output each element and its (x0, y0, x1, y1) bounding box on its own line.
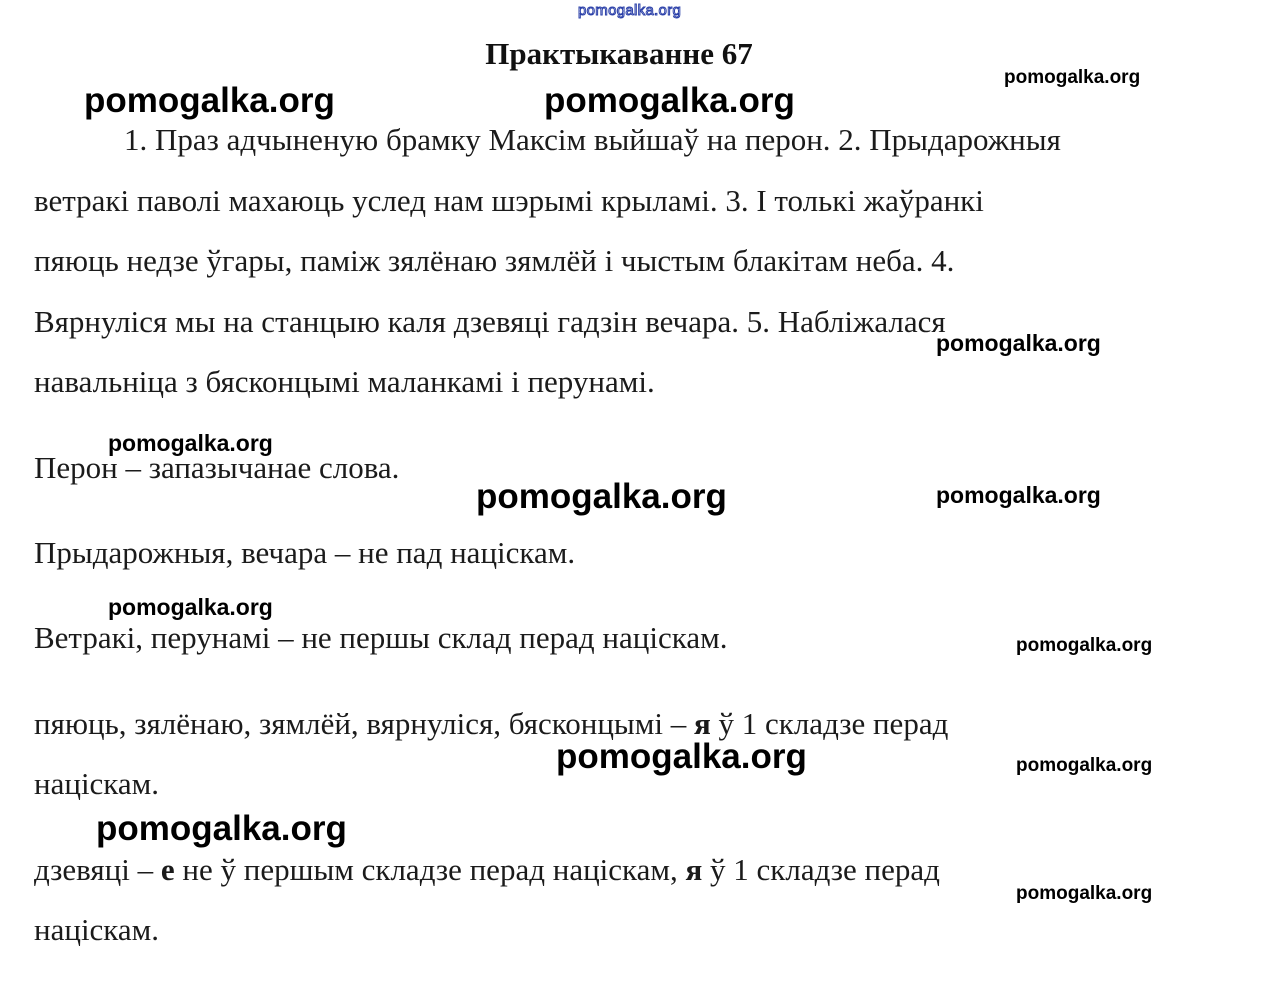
watermark: pomogalka.org (936, 330, 1101, 356)
watermark: pomogalka.org (544, 81, 795, 120)
watermark: pomogalka.org (936, 482, 1101, 508)
watermark: pomogalka.org (1004, 67, 1141, 88)
answer-text: пяюць, зялёнаю, зямлёй, вярнуліся, бясконцымі – (34, 706, 694, 741)
text-line: ветракі паволі махаюць услед нам шэрымі крыламі. 3. І толькі жаўранкі (34, 183, 984, 218)
text-line: Вярнуліся мы на станцыю каля дзевяці гадзін вечара. 5. Набліжалася (34, 304, 946, 339)
answer-line: націскам. (34, 766, 160, 801)
top-watermark: pomogalka.org (578, 2, 682, 19)
watermark: pomogalka.org (476, 477, 727, 516)
answer-bold-letter: я (685, 852, 703, 887)
answer-line (34, 706, 948, 742)
page-title: Практыкаванне 67 (485, 36, 753, 71)
watermark: pomogalka.org (1016, 635, 1153, 656)
watermark: pomogalka.org (96, 809, 347, 848)
answer-line (34, 852, 940, 888)
text-line: навальніца з бясконцымі маланкамі і перунамі. (34, 364, 655, 399)
watermark: pomogalka.org (84, 81, 335, 120)
answer-text: ў 1 складзе перад (702, 852, 940, 887)
answer-bold-letter: е (160, 852, 175, 887)
watermark: pomogalka.org (556, 737, 807, 776)
answer-text: не ў першым складзе перад націскам, (174, 852, 686, 887)
watermark: pomogalka.org (108, 430, 273, 456)
answer-line: Прыдарожныя, вечара – не пад націскам. (34, 535, 576, 570)
text-line: 1. Праз адчыненую брамку Максім выйшаў на перон. 2. Прыдарожныя (124, 122, 1061, 157)
watermark: pomogalka.org (1016, 755, 1153, 776)
answer-text: дзевяці – (34, 852, 161, 887)
answer-bold-letter: я (693, 706, 711, 741)
answer-line: Ветракі, перунамі – не першы склад перад націскам. (34, 620, 728, 655)
answer-line: Перон – запазычанае слова. (34, 450, 400, 485)
text-line: пяюць недзе ўгары, паміж зялёнаю зямлёй і чыстым блакітам неба. 4. (34, 243, 955, 278)
answer-line: націскам. (34, 912, 160, 947)
watermark: pomogalka.org (108, 594, 273, 620)
watermark: pomogalka.org (1016, 883, 1153, 904)
answer-text: ў 1 складзе перад (710, 706, 949, 741)
